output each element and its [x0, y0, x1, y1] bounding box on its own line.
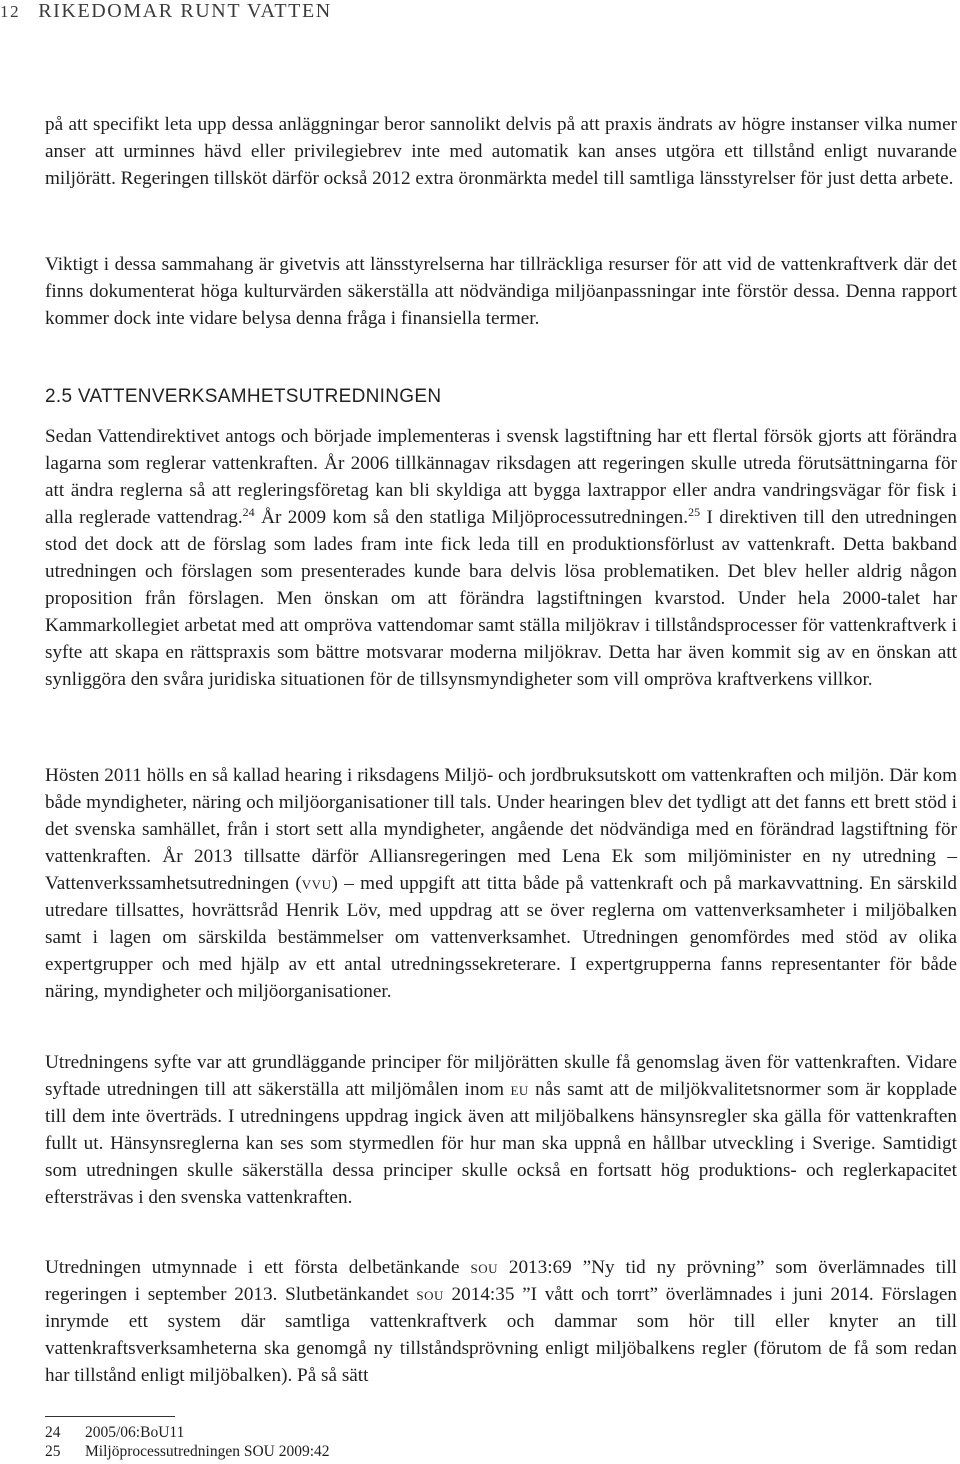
paragraph-4 [45, 762, 957, 1005]
paragraph-4-text-a: Hösten 2011 hölls en så kallad hearing i riksdagens Miljö- och jordbruksutskott om vattenkraften och miljön. Där kom både myndigheter, näring och miljöorganisationer till tals. Under hearingen blev det tydligt att det fanns ett brett stöd i det svenska samhället, från i stort sett alla myndigheter, angående det nödvändiga med en förändrad lagstiftning för vattenkraften. År 2013 tillsatte därför Alliansregeringen med Lena Ek som miljöminister en ny utredning – Vattenverkssamhetsutredningen ( [45, 765, 957, 894]
paragraph-3 [45, 423, 957, 693]
footnote-number: 25 [45, 1443, 61, 1460]
footnote-text: 2005/06:BoU11 [85, 1424, 185, 1441]
running-title: RIKEDOMAR RUNT VATTEN [38, 0, 332, 22]
paragraph-6-text-c: 2014:35 ”I vått och torrt” överlämnades i juni 2014. Förslagen inrymde ett system där samtliga vattenkraftverk och dammar som hör till eller knyter an till vattenkraftsverksamheterna ska genomgå ny tillståndsprövning enligt miljöbalkens regler (förutom de få som redan har tillstånd enligt miljöbalken). På så sätt [45, 1284, 958, 1386]
abbreviation-vvu: vvu [301, 873, 332, 894]
abbreviation-sou-1: sou [470, 1257, 498, 1278]
page-number: 12 [0, 2, 21, 21]
paragraph-3-text-c: I direktiven till den utredningen stod det dock att de förslag som lades fram inte fick leda till en produktionsförlust av vattenkraft. Detta bakband utredningen och förslagen som presenterades kunde bara delvis lösa problematiken. Det blev heller aldrig någon proposition från förslagen. Men önskan om att förändra lagstiftningen kvarstod. Under hela 2000-talet har Kammarkollegiet arbetat med att ompröva vattendomar samt ställa miljökrav i tillståndsprocesser för vattenkraftverk i syfte att skapa en rättspraxis som bättre motsvarar moderna miljökrav. Detta har även kommit sig av en önskan att synliggöra den svåra juridiska situationen för de tillsynsmyndigheter som vill ompröva kraftverkens villkor. [45, 507, 957, 690]
paragraph-6-text-a: Utredningen utmynnade i ett första delbetänkande [45, 1257, 471, 1278]
paragraph-6 [45, 1254, 957, 1389]
paragraph-6-text-b: 2013:69 ”Ny tid ny prövning” som överlämnades till regeringen i september 2013. Slutbetänkandet [45, 1257, 958, 1305]
paragraph-2: Viktigt i dessa sammahang är givetvis att länsstyrelserna har tillräckliga resurser för att vid de vattenkraftverk där det finns dokumenterat höga kulturvärden säkerställa att nödvändiga miljöanpassningar inte förstör dessa. Denna rapport kommer dock inte vidare belysa denna fråga i finansiella termer. [45, 254, 957, 329]
footnote-25 [45, 1443, 330, 1461]
abbreviation-eu: eu [510, 1079, 529, 1100]
running-header [0, 0, 332, 22]
paragraph-5-text-b: nås samt att de miljökvalitetsnormer som är kopplade till dem inte överträds. I utredningens uppdrag ingick även att miljöbalkens hänsynsregler ska gälla för vattenkraften fullt ut. Hänsynsreglerna kan ses som styrmedlen för hur man ska uppnå en hållbar utveckling i Sverige. Samtidigt som utredningen skulle säkerställa dessa principer skulle också en fortsatt hög produktions- och reglerkapacitet eftersträvas i den svenska vattenkraften. [45, 1079, 957, 1208]
abbreviation-sou-2: sou [416, 1284, 444, 1305]
footnote-text: Miljöprocessutredningen SOU 2009:42 [85, 1443, 330, 1460]
footnote-24 [45, 1424, 184, 1442]
paragraph-5-text-a: Utredningens syfte var att grundläggande principer för miljörätten skulle få genomslag även för vattenkraften. Vidare syftade utredningen till att säkerställa att miljömålen inom [45, 1052, 957, 1100]
footnote-ref-24[interactable]: 24 [242, 505, 255, 519]
footnote-divider [45, 1416, 175, 1417]
footnote-number: 24 [45, 1424, 61, 1441]
paragraph-4-text-b: ) – med uppgift att titta både på vattenkraft och på markavvattning. En särskild utredare tillsattes, hovrättsråd Henrik Löv, med uppdrag att se över reglerna om vattenverksamheter i miljöbalken samt i lagen om särskilda bestämmelser om vattenverksamhet. Utredningen genomfördes med stöd av olika expertgrupper och med hjälp av ett antal utredningssekreterare. I expertgrupperna fanns representanter för både näring, myndigheter och miljöorganisationer. [45, 873, 957, 1002]
paragraph-3-text-b: År 2009 kom så den statliga Miljöprocessutredningen. [254, 507, 689, 528]
paragraph-5 [45, 1049, 957, 1211]
footnote-ref-25[interactable]: 25 [688, 505, 701, 519]
paragraph-3-text-a: Sedan Vattendirektivet antogs och började implementeras i svensk lagstiftning har ett flertal försök gjorts att förändra lagarna som reglerar vattenkraften. År 2006 tillkännagav riksdagen att regeringen skulle utreda förutsättningarna för att ändra reglerna så att regleringsföretag kan bli skyldiga att bygga laxtrappor eller andra vandringsvägar för fisk i alla reglerade vattendrag. [45, 426, 957, 528]
section-heading: 2.5 VATTENVERKSAMHETSUTREDNINGEN [45, 386, 442, 407]
paragraph-1: på att specifikt leta upp dessa anläggningar beror sannolikt delvis på att praxis ändrats av högre instanser vilka numer anser att urminnes hävd eller privilegiebrev inte med automatik kan anses utgöra ett tillstånd enligt nuvarande miljörätt. Regeringen tillsköt därför också 2012 extra öronmärkta medel till samtliga länsstyrelser för just detta arbete. [45, 114, 957, 189]
